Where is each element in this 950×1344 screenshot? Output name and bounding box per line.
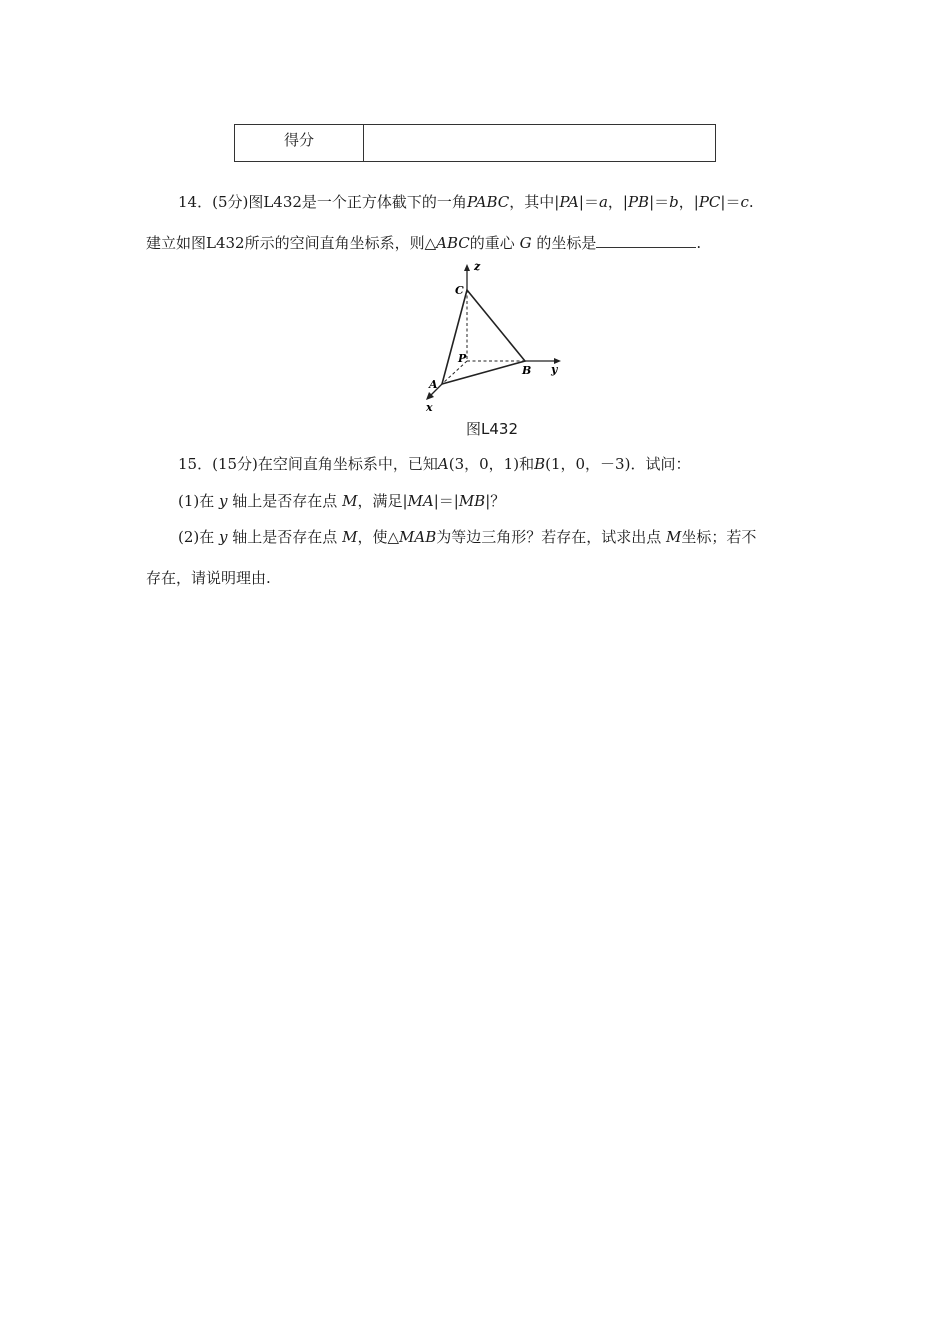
q14-line2-tail: . xyxy=(696,234,702,252)
q15-part1-y: y xyxy=(219,492,228,510)
q15-coords-a: (3，0，1)和 xyxy=(448,455,535,473)
q14-name: PABC xyxy=(466,193,510,211)
q14-abc: ABC xyxy=(436,234,470,252)
q15-part1-eq: |＝| xyxy=(433,492,459,510)
q14-line2-prefix: 建立如图L432所示的空间直角坐标系，则△ xyxy=(146,234,437,252)
score-label: 得分 xyxy=(235,125,364,161)
q15-part1-m: M xyxy=(342,492,358,510)
q14-end1: . xyxy=(748,193,754,211)
q14-mid1: ，其中| xyxy=(509,193,560,211)
q15-part1-mid2: ，满足| xyxy=(357,492,408,510)
q15-part1 xyxy=(178,491,505,511)
figure-l432 xyxy=(420,260,570,415)
q15-point-b: B xyxy=(534,455,546,473)
answer-blank[interactable] xyxy=(596,233,696,248)
q14-line2-mid: 的重心 xyxy=(469,234,515,252)
q14-eq2: |＝ xyxy=(649,193,670,211)
score-value-cell[interactable] xyxy=(364,125,715,161)
q15-part2-mid3: 为等边三角形？若存在，试求出点 xyxy=(436,528,662,546)
q14-a: a xyxy=(598,193,608,211)
label-x: x xyxy=(426,401,433,414)
q15-part2-m2: M xyxy=(666,528,682,546)
q15-part2-mid2: ，使△ xyxy=(357,528,399,546)
q15-part1-ma: MA xyxy=(407,492,434,510)
q14-pc: PC xyxy=(698,193,721,211)
q14-mid2: ，| xyxy=(607,193,628,211)
q15-part2-m: M xyxy=(342,528,358,546)
q15-line1 xyxy=(178,454,690,474)
label-p: P xyxy=(458,352,467,365)
q14-c: c xyxy=(740,193,749,211)
figure-caption: 图L432 xyxy=(466,420,518,438)
q14-g: G xyxy=(519,234,532,252)
label-c: C xyxy=(455,284,464,297)
label-a: A xyxy=(429,378,438,391)
label-y: y xyxy=(551,363,558,376)
q15-part1-mid: 轴上是否存在点 xyxy=(232,492,338,510)
label-b: B xyxy=(522,364,532,377)
q15-point-a: A xyxy=(437,455,449,473)
q14-pb: PB xyxy=(627,193,650,211)
q15-part2-y: y xyxy=(219,528,228,546)
q14-b: b xyxy=(669,193,679,211)
q15-part2-mab: MAB xyxy=(399,528,437,546)
z-arrow-icon xyxy=(464,264,470,271)
q14-prefix: 14．(5分)图L432是一个正方体截下的一角 xyxy=(178,193,467,211)
q15-part1-prefix: (1)在 xyxy=(178,492,215,510)
q15-part2-end: 坐标；若不 xyxy=(681,528,757,546)
q15-coords-b: (1，0，－3)．试问： xyxy=(545,455,691,473)
q14-line2-end: 的坐标是 xyxy=(536,234,597,252)
q14-pa: PA xyxy=(559,193,579,211)
q14-line1 xyxy=(178,192,754,212)
q15-line1-text: 15．(15分)在空间直角坐标系中，已知 xyxy=(178,455,438,473)
score-table xyxy=(234,124,716,162)
q15-part1-end: |？ xyxy=(485,492,506,510)
label-z: z xyxy=(474,260,481,273)
q14-mid3: ，| xyxy=(678,193,699,211)
q15-part2-mid: 轴上是否存在点 xyxy=(232,528,338,546)
q15-part2 xyxy=(178,527,756,547)
q14-line2 xyxy=(146,233,701,253)
q14-eq1: |＝ xyxy=(578,193,599,211)
q15-part2-line2: 存在，请说明理由. xyxy=(146,569,271,587)
q15-part2-prefix: (2)在 xyxy=(178,528,215,546)
q15-part1-mb: MB xyxy=(458,492,486,510)
triangle-abc xyxy=(442,290,525,384)
q14-eq3: |＝ xyxy=(720,193,741,211)
